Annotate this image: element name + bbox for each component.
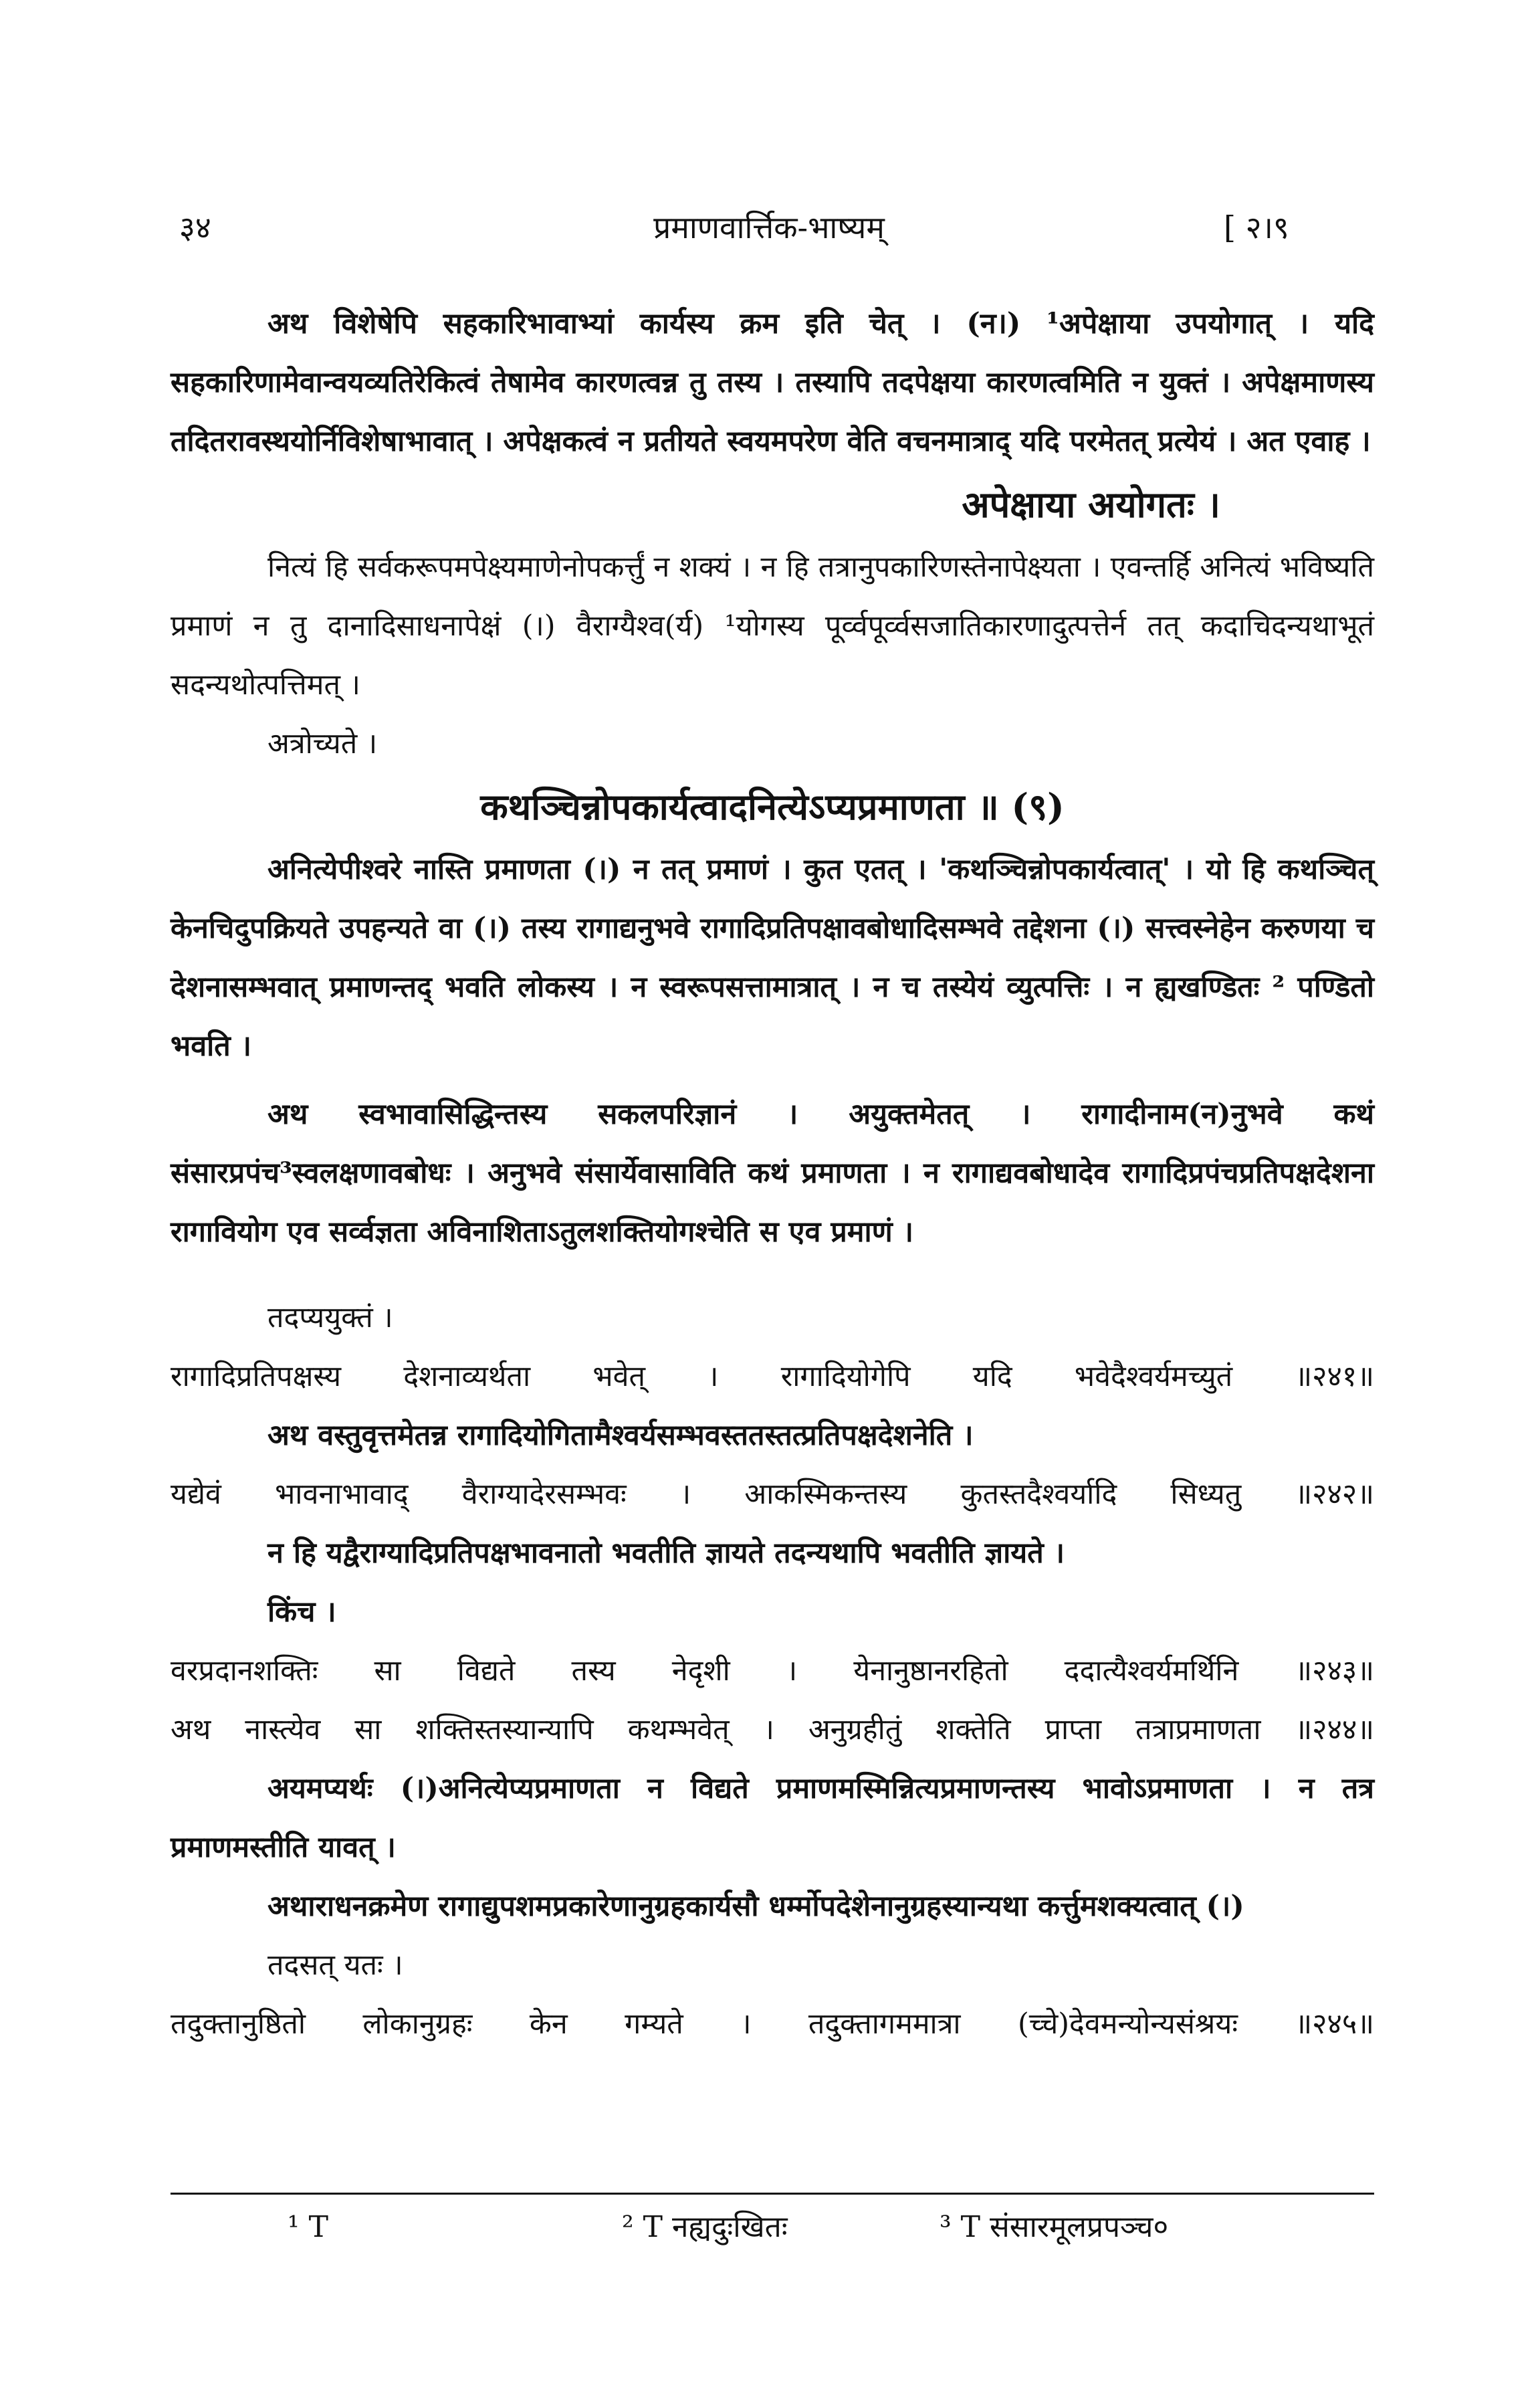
verse-242: यद्येवं भावनाभावाद् वैराग्यादेरसम्भवः । आकस्मिकन्तस्य कुतस्तदैश्वर्यादि सिध्यतु ॥२४२॥ [171, 1478, 1374, 1511]
section-number: [ २।९ [1224, 209, 1289, 245]
paragraph-9: किंच । [267, 1595, 336, 1629]
footnote-divider [171, 2193, 1374, 2195]
footnote-3: ³ T संसारमूलप्रपञ्च० [940, 2210, 1169, 2244]
verse-241: रागादिप्रतिपक्षस्य देशनाव्यर्थता भवेत् । रागादियोगेपि यदि भवेदैश्वर्यमच्युतं ॥२४१॥ [171, 1360, 1374, 1393]
verse-244: अथ नास्त्येव सा शक्तिस्तस्यान्यापि कथम्भवेत् । अनुग्रहीतुं शक्तेति प्राप्ता तत्राप्रमाणता ॥२४४॥ [171, 1713, 1374, 1746]
paragraph-7: अथ वस्तुवृत्तमेतन्न रागादियोगितामैश्वर्यसम्भवस्ततस्तत्प्रतिपक्षदेशनेति । [267, 1419, 974, 1452]
paragraph-6: तदप्ययुक्तं । [267, 1301, 393, 1334]
paragraph-4: अनित्येपीश्वरे नास्ति प्रमाणता (।) न तत् प्रमाणं । कुत एतत् । 'कथञ्चिन्नोपकार्यत्वात्' । यो हि कथञ्चित् केनचिदुपक्रियते उपहन्यते वा (।) तस्य रागाद्यनुभवे रागादिप्रतिपक्षावबोधादिसम्भवे तद्देशना (।) सत्त्वस्नेहेन करुणया च देशनासम्भवात् प्रमाणन्तद् भवति लोकस्य । न स्वरूपसत्तामात्रात् । न च तस्येयं व्युत्पत्तिः । न ह्यखण्डितः ² पण्डितो भवति । [171, 853, 1374, 1063]
paragraph-11: अथाराधनक्रमेण रागाद्युपशमप्रकारेणानुग्रहकार्यसौ धर्म्मोपदेशेनानुग्रहस्यान्यथा कर्त्तुमशक्यत्वात् (।) [267, 1890, 1244, 1923]
verse-245: तदुक्तानुष्ठितो लोकानुग्रहः केन गम्यते । तदुक्तागममात्रा (च्चे)देवमन्योन्यसंश्रयः ॥२४५॥ [171, 2007, 1374, 2041]
paragraph-1: अथ विशेषेपि सहकारिभावाभ्यां कार्यस्य क्रम इति चेत् । (न।) ¹अपेक्षाया उपयोगात् । यदि सहकारिणामेवान्वयव्यतिरेकित्वं तेषामेव कारणत्वन्न तु तस्य । तस्यापि तदपेक्षया कारणत्वमिति न युक्तं । अपेक्षमाणस्य तदितरावस्थयोर्निविशेषाभावात् । अपेक्षकत्वं न प्रतीयते स्वयमपरेण वेति वचनमात्राद् यदि परमेतत् प्रत्येयं । अत एवाह । [171, 307, 1374, 458]
paragraph-3: अत्रोच्यते । [267, 727, 378, 761]
verse-243: वरप्रदानशक्तिः सा विद्यते तस्य नेदृशी । येनानुष्ठानरहितो ददात्यैश्वर्यमर्थिनि ॥२४३॥ [171, 1654, 1374, 1688]
paragraph-2: नित्यं हि सर्वकरूपमपेक्ष्यमाणेनोपकर्त्तुं न शक्यं । न हि तत्रानुपकारिणस्तेनापेक्ष्यता । एवन्तर्हि अनित्यं भविष्यति प्रमाणं न तु दानादिसाधनापेक्षं (।) वैराग्यैश्व(र्य) ¹योगस्य पूर्व्वपूर्व्वसजातिकारणादुत्पत्तेर्न तत् कदाचिदन्यथाभूतं सदन्यथोत्पत्तिमत् । [171, 550, 1374, 702]
page-number: ३४ [179, 209, 211, 245]
footnote-1: ¹ T [288, 2210, 328, 2244]
running-title: प्रमाणवार्त्तिक-भाष्यम् [653, 209, 885, 245]
verse-heading-2: कथञ्चिन्नोपकार्यत्वादनित्येऽप्यप्रमाणता ॥ (९) [480, 785, 1065, 828]
main-text [171, 294, 1374, 2053]
paragraph-12: तदसत् यतः । [267, 1948, 403, 1982]
paragraph-5: अथ स्वभावासिद्धिन्तस्य सकलपरिज्ञानं । अयुक्तमेतत् । रागादीनाम(न)नुभवे कथं संसारप्रपंच³स्वलक्षणावबोधः । अनुभवे संसार्येवासाविति कथं प्रमाणता । न रागाद्यवबोधादेव रागादिप्रपंचप्रतिपक्षदेशना रागावियोग एव सर्व्वज्ञता अविनाशिताऽतुलशक्तियोगश्चेति स एव प्रमाणं । [171, 1098, 1374, 1249]
paragraph-10: अयमप्यर्थः (।)अनित्येप्यप्रमाणता न विद्यते प्रमाणमस्मिन्नित्यप्रमाणन्तस्य भावोऽप्रमाणता । न तत्र प्रमाणमस्तीति यावत् । [171, 1772, 1374, 1864]
footnote-2: ² T नह्यदुःखितः [622, 2210, 788, 2244]
verse-heading-1: अपेक्षाया अयोगतः । [962, 483, 1220, 526]
paragraph-8: न हि यद्वैराग्यादिप्रतिपक्षभावनातो भवतीति ज्ञायते तदन्यथापि भवतीति ज्ञायते । [267, 1536, 1065, 1570]
